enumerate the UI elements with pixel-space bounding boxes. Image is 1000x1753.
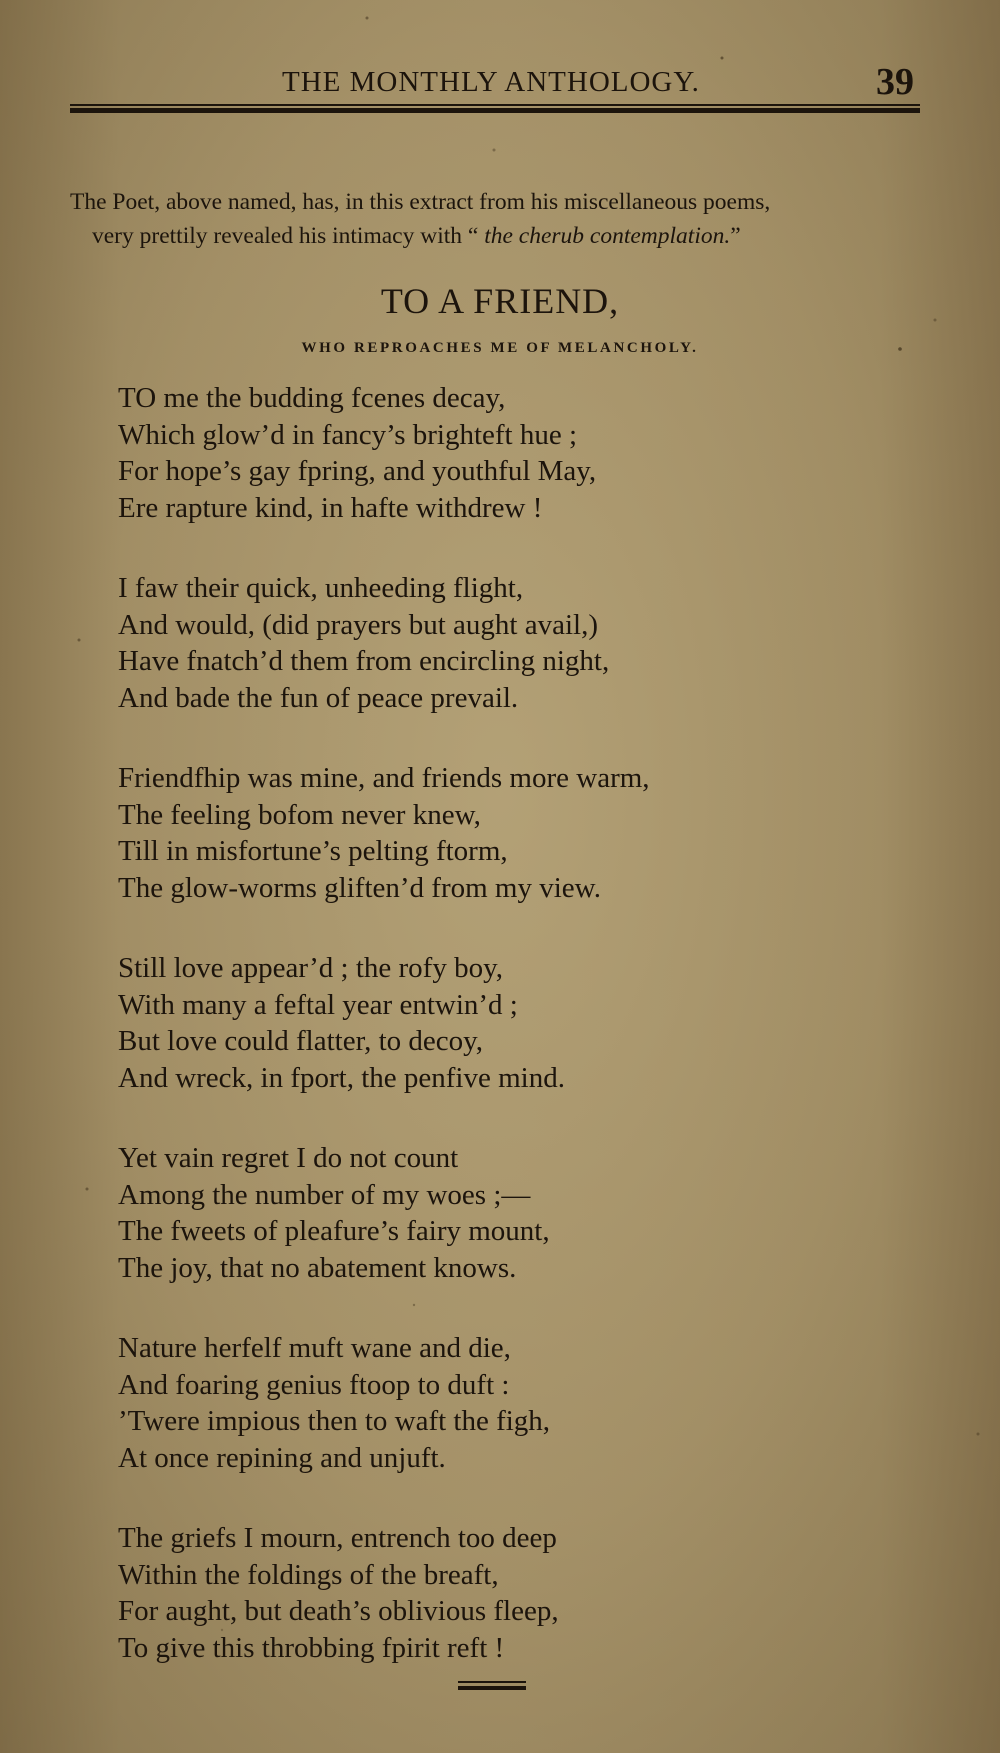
intro-paragraph bbox=[70, 185, 930, 253]
poem-line: With many a feftal year entwin’d ; bbox=[118, 988, 518, 1021]
poem-line: Still love appear’d ; the rofy boy, bbox=[118, 952, 503, 984]
paper-speck bbox=[78, 639, 81, 642]
poem-title: TO A FRIEND, bbox=[380, 281, 620, 321]
paper-speck bbox=[977, 1433, 980, 1436]
poem-line: And bade the fun of peace prevail. bbox=[118, 681, 519, 714]
stanza bbox=[118, 1330, 918, 1476]
poem-line: And wreck, in fport, the penfive mind. bbox=[118, 1061, 565, 1094]
poem-line: And foaring genius ftoop to duft : bbox=[118, 1368, 510, 1401]
ornament-rule-thick bbox=[458, 1686, 526, 1690]
poem-line: The joy, that no abatement knows. bbox=[118, 1251, 517, 1284]
poem-line: Till in misfortune’s pelting ftorm, bbox=[118, 835, 508, 867]
poem-line: The fweets of pleafure’s fairy mount, bbox=[118, 1215, 550, 1247]
poem-line: The griefs I mourn, entrench too deep bbox=[118, 1522, 557, 1554]
poem-line: Within the foldings of the breaft, bbox=[118, 1558, 499, 1591]
poem-line: Nature herfelf muft wane and die, bbox=[118, 1332, 511, 1364]
poem-line: To give this throbbing fpirit reft ! bbox=[118, 1631, 505, 1664]
header-rule bbox=[70, 104, 920, 113]
ornament-rule bbox=[458, 1681, 526, 1683]
stanza bbox=[118, 1520, 918, 1666]
stanza bbox=[118, 380, 918, 526]
poem-line: The feeling bofom never knew, bbox=[118, 798, 481, 831]
stanza bbox=[118, 570, 918, 716]
running-head bbox=[0, 58, 1000, 108]
poem-line: For hope’s gay fpring, and youthful May, bbox=[118, 455, 597, 487]
intro-line-1: The Poet, above named, has, in this extract from his miscellaneous poems, bbox=[70, 189, 771, 215]
poem-line: Which glow’d in fancy’s brighteft hue ; bbox=[118, 418, 578, 451]
poem-line: And would, (did prayers but aught avail,) bbox=[118, 608, 599, 641]
poem-line: Friendfhip was mine, and friends more warm, bbox=[118, 762, 650, 794]
intro-line-2-text: very prettily revealed his intimacy with “ bbox=[92, 223, 485, 249]
stanza bbox=[118, 760, 918, 906]
poem-line: I faw their quick, unheeding flight, bbox=[118, 572, 524, 604]
poem-line: TO me the budding fcenes decay, bbox=[118, 382, 506, 414]
paper-speck bbox=[366, 17, 369, 20]
poem-body bbox=[118, 380, 918, 1710]
poem-subtitle: WHO REPROACHES ME OF MELANCHOLY. bbox=[301, 340, 699, 356]
poem-line: Have fnatch’d them from encircling night, bbox=[118, 645, 610, 677]
poem-line: Yet vain regret I do not count bbox=[118, 1142, 459, 1174]
poem-line: The glow-worms gliften’d from my view. bbox=[118, 871, 601, 904]
intro-closing-quote: ” bbox=[730, 223, 741, 249]
end-ornament bbox=[458, 1681, 526, 1695]
poem-line: For aught, but death’s oblivious fleep, bbox=[118, 1595, 559, 1627]
intro-quotation: the cherub contemplation. bbox=[484, 223, 731, 249]
paper-speck bbox=[493, 149, 496, 152]
stanza bbox=[118, 1140, 918, 1286]
poem-line: Ere rapture kind, in hafte withdrew ! bbox=[118, 491, 543, 524]
stanza bbox=[118, 950, 918, 1096]
paper-speck bbox=[86, 1188, 89, 1191]
running-title: THE MONTHLY ANTHOLOGY. bbox=[282, 66, 700, 98]
poem-line: But love could flatter, to decoy, bbox=[118, 1025, 483, 1057]
poem-line: Among the number of my woes ;— bbox=[118, 1178, 531, 1211]
intro-line-2 bbox=[70, 219, 930, 253]
poem-line: ’Twere impious then to waft the figh, bbox=[118, 1405, 551, 1437]
poem-line: At once repining and unjuft. bbox=[118, 1441, 446, 1474]
page-number: 39 bbox=[876, 61, 914, 103]
